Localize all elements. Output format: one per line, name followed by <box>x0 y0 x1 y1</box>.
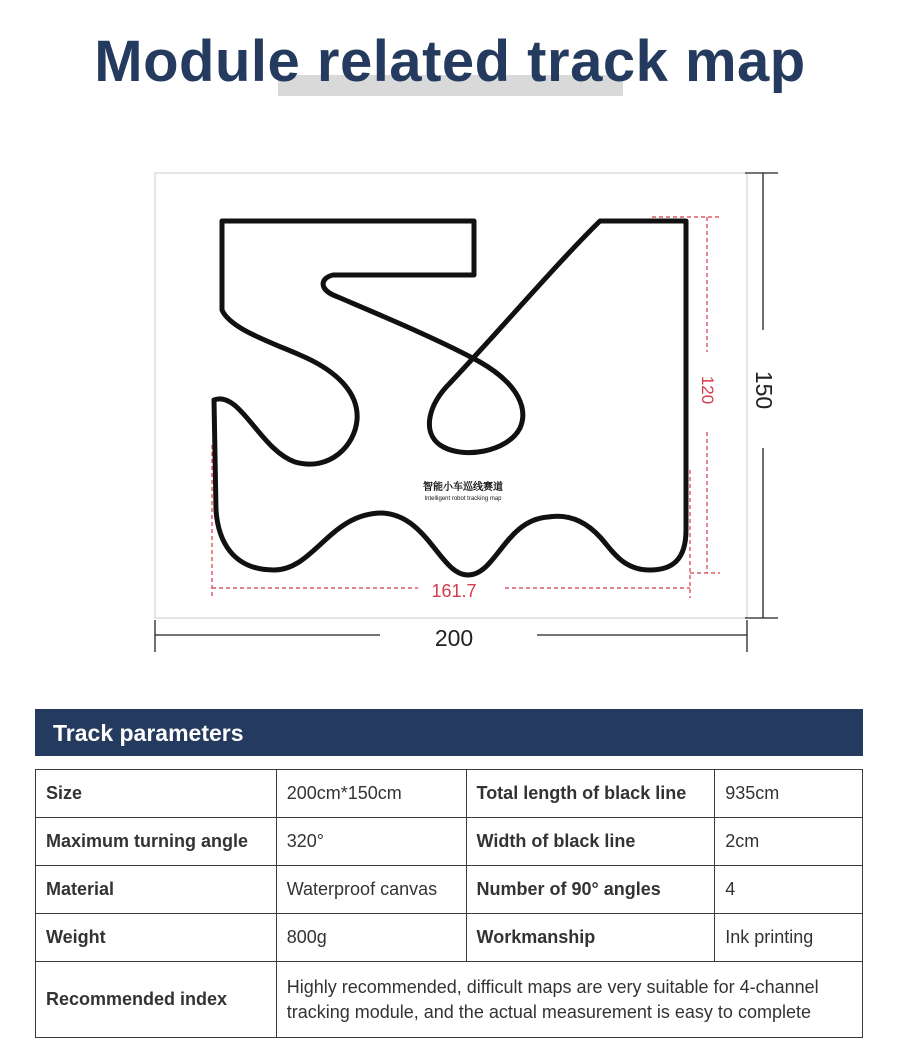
param-key: Weight <box>36 914 277 962</box>
param-value: 200cm*150cm <box>276 770 466 818</box>
param-value: 800g <box>276 914 466 962</box>
param-value: 4 <box>715 866 863 914</box>
inner-height-label: 120 <box>698 375 717 405</box>
section-header <box>35 709 863 756</box>
outer-width-label: 200 <box>434 625 474 651</box>
param-key: Size <box>36 770 277 818</box>
param-key: Workmanship <box>466 914 715 962</box>
param-key: Width of black line <box>466 818 715 866</box>
param-key: Maximum turning angle <box>36 818 277 866</box>
track-map-figure <box>0 150 900 670</box>
param-value: 935cm <box>715 770 863 818</box>
map-chinese-label: 智能小车巡线赛道 <box>423 482 503 493</box>
inner-width-label: 161.7 <box>431 581 477 601</box>
param-value: 2cm <box>715 818 863 866</box>
param-key: Total length of black line <box>466 770 715 818</box>
table-row <box>36 866 863 914</box>
map-english-label: Intelligent robot tracking map <box>424 496 502 502</box>
table-row <box>36 770 863 818</box>
param-value: Waterproof canvas <box>276 866 466 914</box>
outer-height-label: 150 <box>751 370 777 410</box>
table-row <box>36 962 863 1038</box>
param-value: 320° <box>276 818 466 866</box>
page-title: Module related track map <box>94 29 806 94</box>
title-area <box>0 28 900 108</box>
param-value: Ink printing <box>715 914 863 962</box>
track-parameters-table <box>35 769 863 1038</box>
param-value: Highly recommended, difficult maps are very suitable for 4-channel tracking module, and the actual measurement is easy to complete <box>276 962 862 1038</box>
section-title: Track parameters <box>53 720 244 746</box>
param-key: Number of 90° angles <box>466 866 715 914</box>
param-key: Material <box>36 866 277 914</box>
param-key: Recommended index <box>36 962 277 1038</box>
track-canvas <box>155 173 747 618</box>
table-row <box>36 818 863 866</box>
table-row <box>36 914 863 962</box>
